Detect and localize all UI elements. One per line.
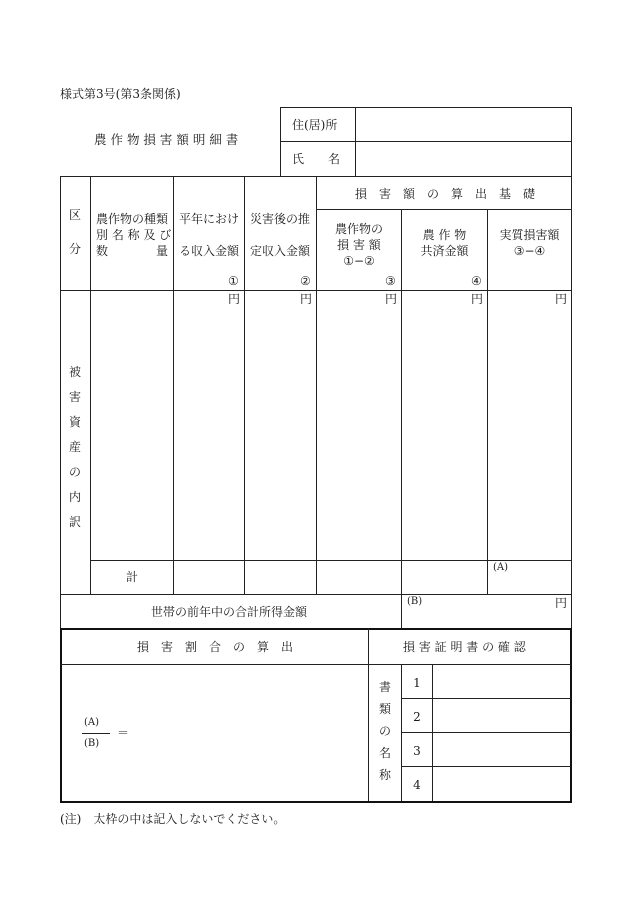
mutual-aid-header-2: 共済金額 — [420, 244, 469, 258]
mark-a: (A) — [493, 562, 509, 573]
after-income-header-1: 災害後の推 — [250, 212, 311, 226]
yen-unit-mutual-aid: 円 — [471, 292, 484, 306]
name-field[interactable] — [357, 143, 569, 174]
address-field[interactable] — [357, 109, 569, 140]
yen-unit-normal-income: 円 — [228, 292, 241, 306]
yen-unit-household-income: 円 — [555, 596, 568, 610]
total-label: 計 — [126, 570, 139, 584]
footnote: (注) 太枠の中は記入しないでください。 — [60, 812, 286, 826]
name-label: 氏 名 — [292, 152, 341, 166]
doc-row-num-1: 1 — [413, 676, 421, 690]
yen-unit-crop-damage: 円 — [385, 292, 398, 306]
after-income-header-2: 定収入金額 — [250, 244, 311, 258]
yen-unit-actual-damage: 円 — [555, 292, 568, 306]
normal-income-header-1: 平年におけ — [179, 212, 240, 226]
page-title: 農 作 物 損 害 額 明 細 書 — [94, 132, 239, 147]
fraction-denominator: (B) — [84, 738, 100, 749]
ratio-header: 損 害 割 合 の 算 出 — [137, 640, 294, 654]
actual-damage-header-2: ③−④ — [513, 244, 546, 258]
doc-names-label: 書 類 の 名 称 — [378, 680, 391, 782]
doc-row-num-4: 4 — [413, 778, 421, 792]
form-number: 様式第3号(第3条関係) — [60, 87, 181, 101]
fraction-bar — [82, 733, 110, 734]
normal-income-num: ① — [228, 274, 239, 288]
crop-damage-header-2: 損 害 額 — [337, 238, 381, 252]
cert-header: 損 害 証 明 書 の 確 認 — [403, 640, 526, 654]
mark-b: (B) — [407, 596, 423, 607]
actual-damage-header-1: 実質損害額 — [499, 228, 560, 242]
assets-label: 被 害 資 産 の 内 訳 — [68, 365, 81, 529]
crop-kind-header-3: 数 量 — [96, 244, 169, 258]
household-income-label: 世帯の前年中の合計所得金額 — [151, 605, 308, 619]
address-label: 住(居)所 — [292, 118, 338, 132]
calc-basis-header: 損 害 額 の 算 出 基 礎 — [355, 187, 536, 201]
normal-income-header-2: る収入金額 — [179, 244, 240, 258]
equals-sign: ＝ — [117, 726, 130, 740]
crop-damage-header-1: 農作物の — [334, 222, 383, 236]
yen-unit-after-income: 円 — [300, 292, 313, 306]
crop-detail-area[interactable] — [91, 291, 571, 560]
crop-kind-header-2: 別 名 称 及 び — [96, 228, 172, 242]
fraction-numerator: (A) — [84, 717, 100, 728]
doc-row-num-2: 2 — [413, 710, 421, 724]
crop-kind-header-1: 農作物の種類 — [96, 212, 169, 226]
after-income-num: ② — [300, 274, 311, 288]
household-income-field[interactable] — [403, 596, 570, 627]
crop-damage-header-3: ①−② — [343, 254, 375, 268]
mutual-aid-header-1: 農 作 物 — [422, 228, 467, 242]
kubun-header: 区 分 — [68, 208, 81, 256]
crop-damage-num: ③ — [385, 274, 396, 288]
doc-row-num-3: 3 — [413, 744, 421, 758]
mutual-aid-num: ④ — [471, 274, 482, 288]
